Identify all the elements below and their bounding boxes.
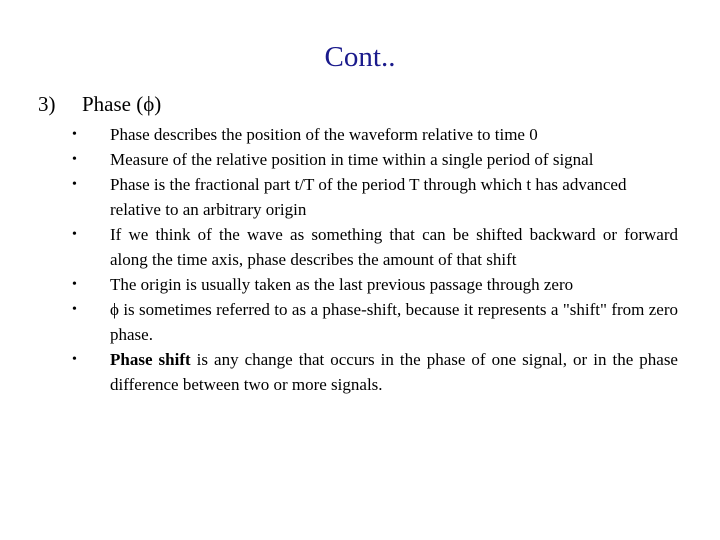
slide-title: Cont.. <box>324 41 396 73</box>
list-item <box>72 122 678 147</box>
bullet-text: Phase describes the position of the waveform relative to time 0 <box>110 125 538 144</box>
bullet-bold-term: Phase shift <box>110 350 191 369</box>
section-title: Phase (ϕ) <box>82 92 162 116</box>
bullet-text: The origin is usually taken as the last previous passage through zero <box>110 275 574 294</box>
bullet-text: If we think of the wave as something that can be shifted backward or forward along the time axis, phase describes the amount of that shift <box>110 225 678 269</box>
bullet-dot: • <box>72 302 77 317</box>
bullet-text-rest: is any change that occurs in the phase of one signal, or in the phase difference between two or more signals. <box>110 350 678 394</box>
bullet-dot: • <box>72 177 77 192</box>
list-item <box>72 172 678 222</box>
bullet-text <box>110 347 678 397</box>
bullet-dot: • <box>72 227 77 242</box>
list-item <box>72 272 678 297</box>
section-heading <box>38 92 161 117</box>
section-number: 3) <box>38 92 56 116</box>
bullet-dot: • <box>72 127 77 142</box>
list-item <box>72 222 678 272</box>
bullet-dot: • <box>72 277 77 292</box>
bullet-text: ϕ is sometimes referred to as a phase-shift, because it represents a "shift" from zero phase. <box>110 300 678 344</box>
bullet-dot: • <box>72 152 77 167</box>
bullet-text: Measure of the relative position in time within a single period of signal <box>110 150 594 169</box>
bullet-list <box>72 122 678 397</box>
bullet-text: Phase is the fractional part t/T of the period T through which t has advanced relative to an arbitrary origin <box>110 175 627 219</box>
list-item <box>72 297 678 347</box>
list-item <box>72 147 678 172</box>
list-item <box>72 347 678 397</box>
bullet-dot: • <box>72 352 77 367</box>
